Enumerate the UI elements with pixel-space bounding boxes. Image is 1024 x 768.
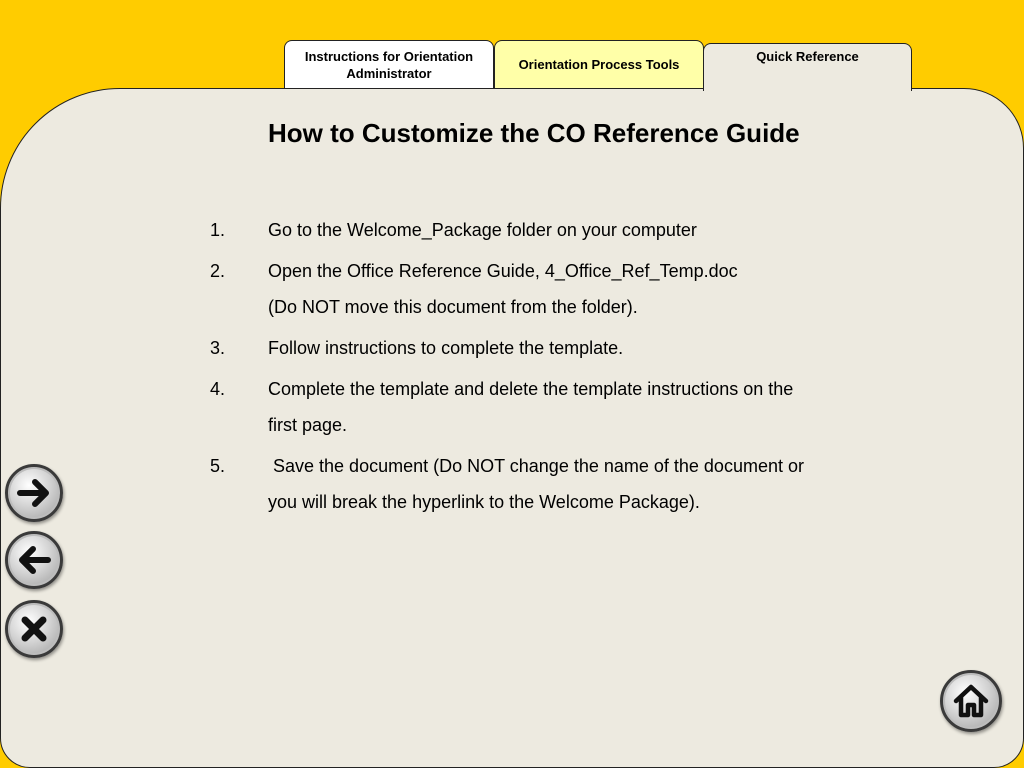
step-number: 2. xyxy=(210,261,226,281)
step-number: 4. xyxy=(210,379,226,399)
step-text: Go to the Welcome_Package folder on your computer xyxy=(268,220,697,240)
tab-label-line2: Administrator xyxy=(346,65,432,81)
next-button[interactable] xyxy=(5,464,63,522)
close-icon xyxy=(17,612,51,646)
arrow-right-icon xyxy=(15,474,53,512)
step-number: 3. xyxy=(210,338,226,358)
step-2 xyxy=(210,253,890,325)
step-text: Save the document (Do NOT change the name of the document or xyxy=(268,456,804,476)
steps-list xyxy=(210,212,890,525)
tab-instructions-administrator[interactable] xyxy=(284,40,494,88)
step-text: first page. xyxy=(268,415,348,435)
arrow-left-icon xyxy=(15,541,53,579)
tab-orientation-process-tools[interactable] xyxy=(494,40,704,88)
step-number: 5. xyxy=(210,456,226,476)
page-title: How to Customize the CO Reference Guide xyxy=(268,118,800,148)
back-button[interactable] xyxy=(5,531,63,589)
step-text: Open the Office Reference Guide, 4_Office_Ref_Temp.doc xyxy=(268,261,738,281)
step-text: Follow instructions to complete the template. xyxy=(268,338,624,358)
home-icon xyxy=(951,681,991,721)
step-3 xyxy=(210,330,890,366)
step-text: you will break the hyperlink to the Welcome Package). xyxy=(268,492,700,512)
tab-label: Orientation Process Tools xyxy=(518,57,680,72)
home-button[interactable] xyxy=(940,670,1002,732)
tab-quick-reference[interactable] xyxy=(703,43,912,91)
close-button[interactable] xyxy=(5,600,63,658)
step-4 xyxy=(210,371,890,443)
tab-label: Quick Reference xyxy=(756,49,859,64)
tab-label-line1: Instructions for Orientation xyxy=(304,48,474,64)
step-number: 1. xyxy=(210,220,226,240)
step-1 xyxy=(210,212,890,248)
step-text: Complete the template and delete the template instructions on the xyxy=(268,379,794,399)
step-5 xyxy=(210,448,890,520)
step-text: (Do NOT move this document from the folder). xyxy=(268,297,638,317)
